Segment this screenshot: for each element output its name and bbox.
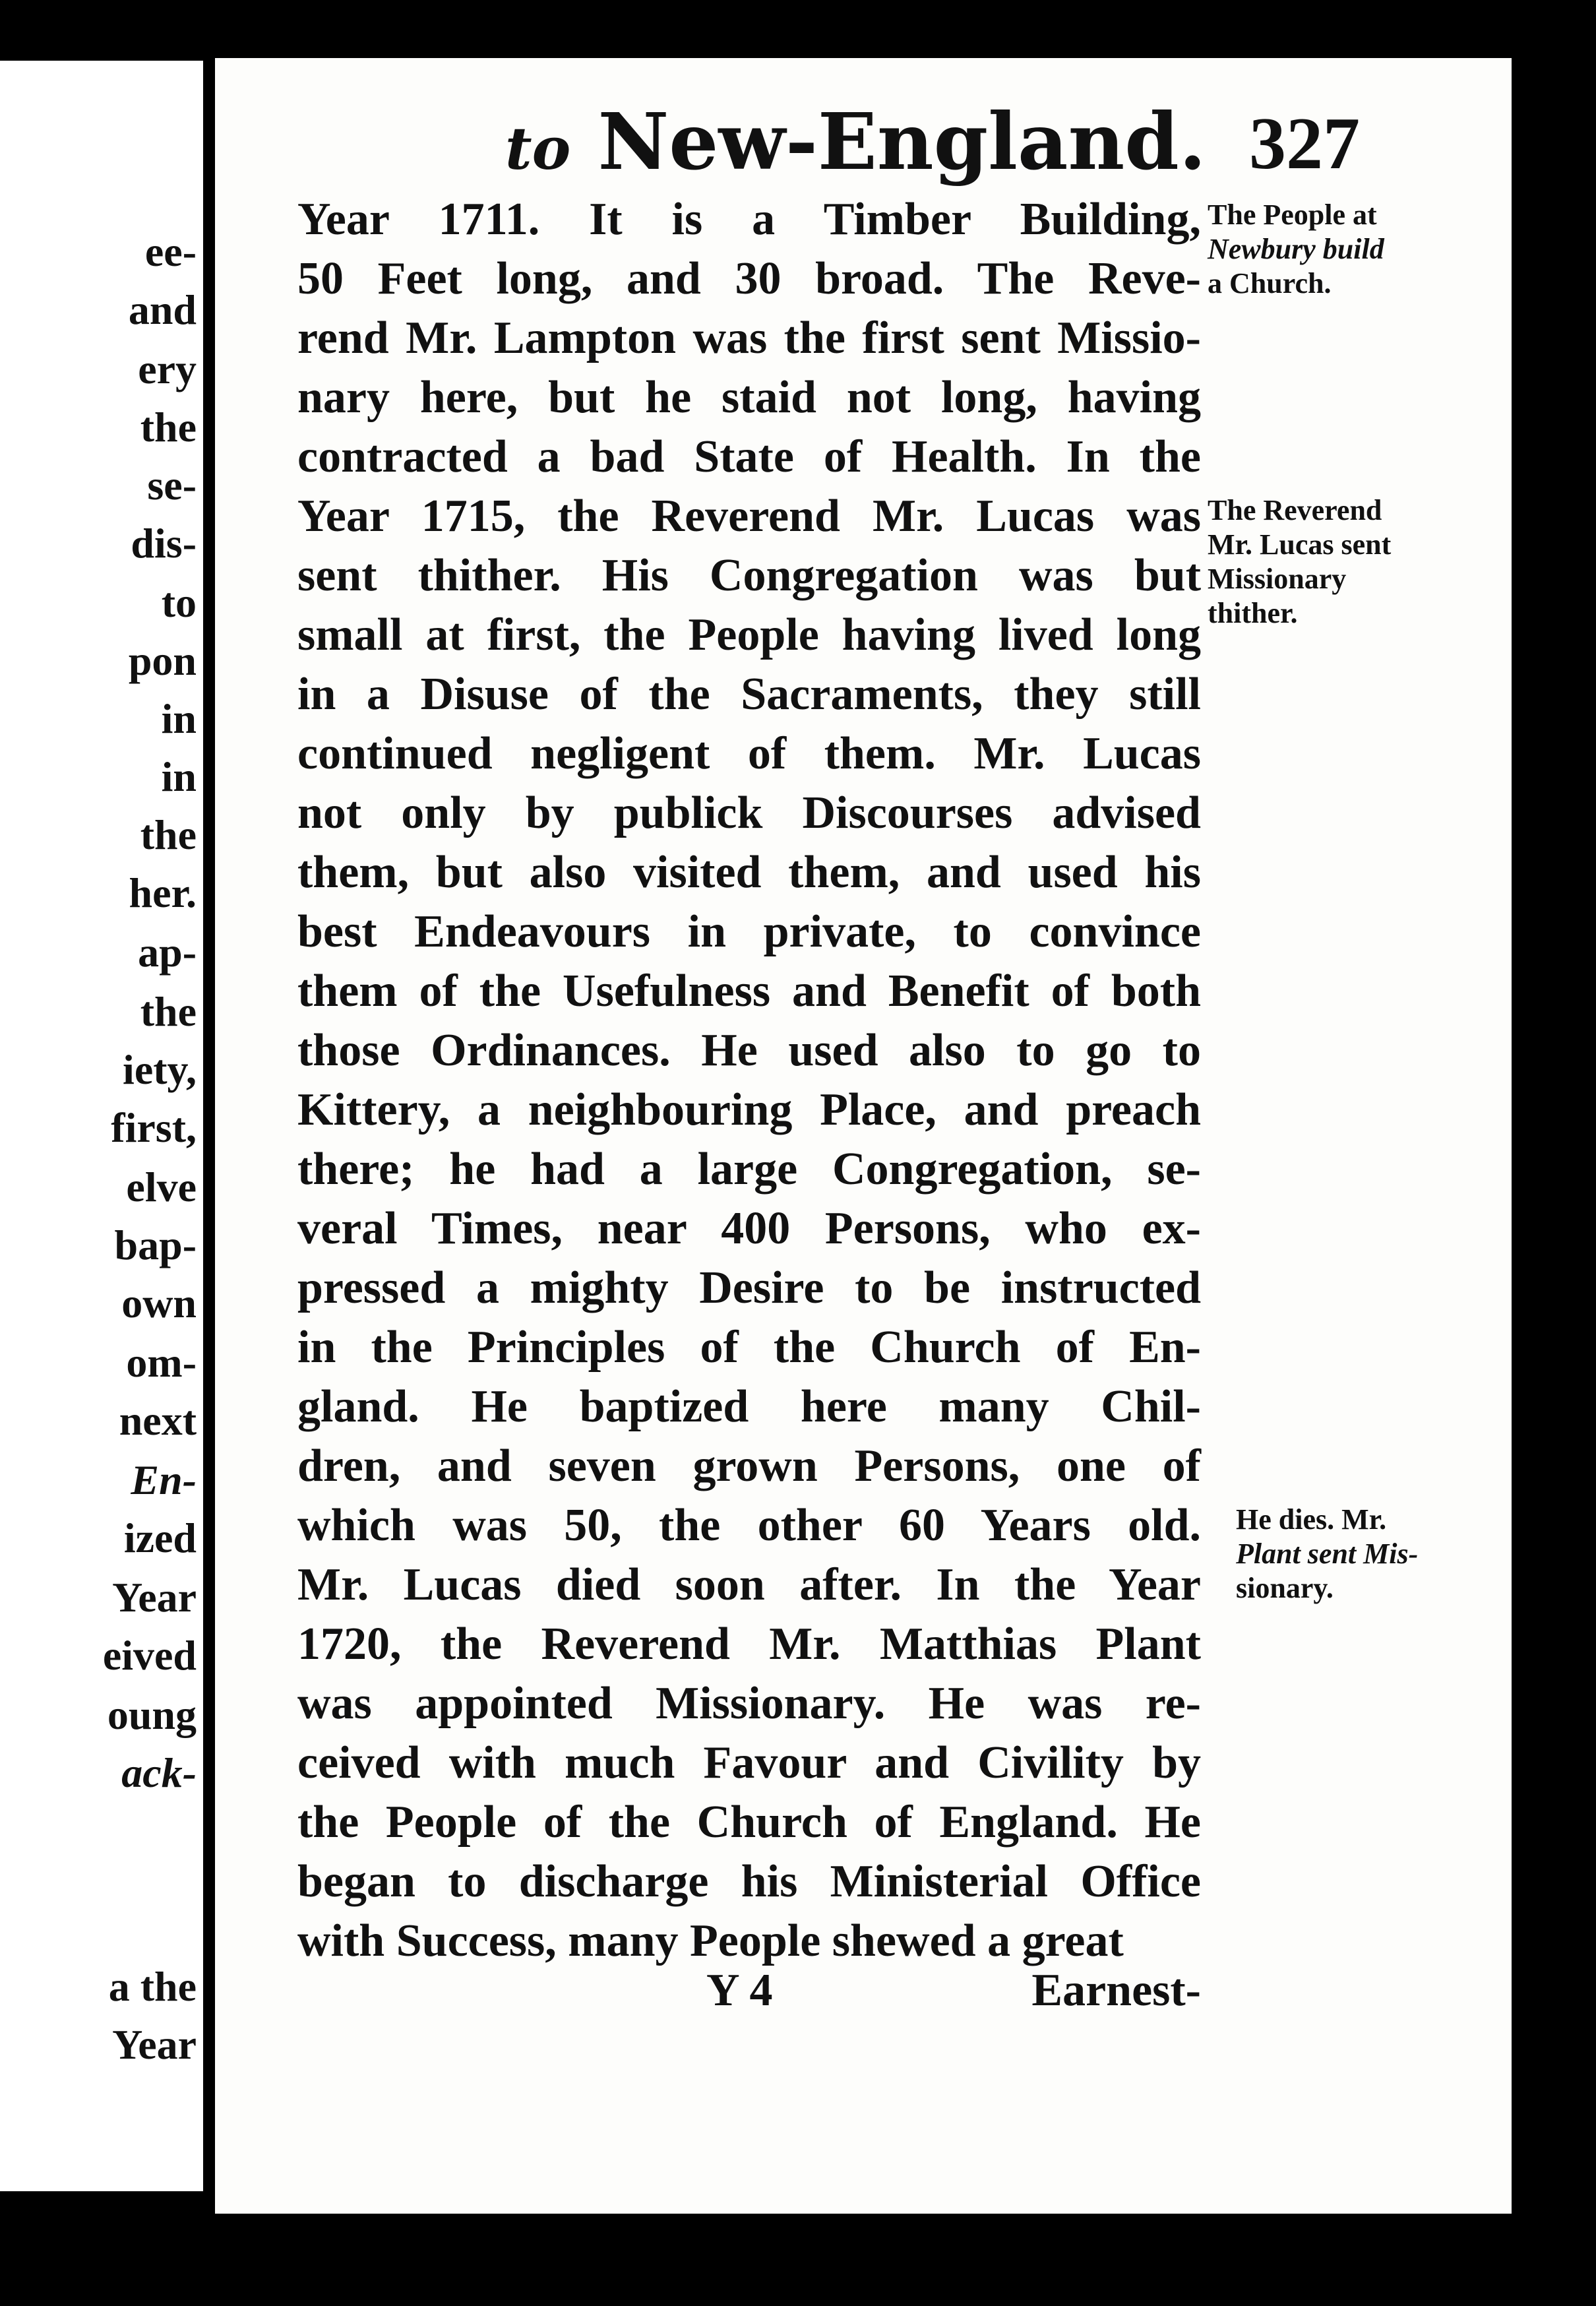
facing-page-line: dis- (131, 520, 197, 567)
margin-note-line: sionary. (1236, 1572, 1334, 1604)
margin-note (1208, 198, 1425, 301)
facing-page-line: elve (126, 1164, 197, 1210)
facing-page-line: bap- (114, 1222, 197, 1268)
facing-page-line: ee- (144, 228, 197, 275)
running-head (505, 96, 1206, 191)
facing-page-line: En- (131, 1456, 197, 1503)
signature-mark: Y 4 (706, 1965, 773, 2016)
text-line: them of the Usefulness and Benefit of both (297, 966, 1201, 1016)
text-line: rend Mr. Lampton was the first sent Missio- (297, 313, 1201, 363)
text-line: in the Principles of the Church of En- (297, 1322, 1201, 1373)
book-page (215, 58, 1512, 2214)
facing-page-line: to (161, 579, 197, 626)
margin-note-line: Newbury build (1208, 233, 1384, 265)
facing-page-line: Year (112, 1574, 197, 1621)
margin-note-line: The Reverend (1208, 494, 1382, 526)
text-line: Year 1711. It is a Timber Building, (297, 194, 1201, 245)
facing-page-line: own (121, 1280, 197, 1326)
facing-page-line: the (140, 988, 197, 1035)
facing-page-line: pon (128, 637, 197, 684)
margin-note-line: a Church. (1208, 267, 1332, 299)
text-line: which was 50, the other 60 Years old. (297, 1500, 1201, 1551)
margin-note-line: thither. (1208, 597, 1298, 629)
facing-page-line: in (161, 753, 197, 800)
margin-note-line: Mr. Lucas sent (1208, 528, 1392, 561)
text-line: 50 Feet long, and 30 broad. The Reve- (297, 253, 1201, 304)
text-line: was appointed Missionary. He was re- (297, 1678, 1201, 1729)
margin-note-line: The People at (1208, 199, 1377, 231)
text-line: the People of the Church of England. He (297, 1797, 1201, 1848)
text-line: Mr. Lucas died soon after. In the Year (297, 1559, 1201, 1610)
margin-note-line: Plant sent Mis- (1236, 1538, 1419, 1570)
text-line: them, but also visited them, and used his (297, 847, 1201, 898)
facing-page-line: a the (108, 1963, 197, 2010)
facing-page-line: om- (126, 1339, 197, 1386)
facing-page-line: the (140, 811, 197, 858)
facing-page-line: se- (147, 462, 197, 509)
text-line: gland. He baptized here many Chil- (297, 1381, 1201, 1432)
facing-page-line: and (128, 286, 197, 333)
text-line: small at first, the People having lived long (297, 609, 1201, 660)
facing-page-line: oung (107, 1691, 197, 1738)
page-number: 327 (1249, 103, 1360, 185)
margin-note (1236, 1503, 1454, 1605)
text-line: Year 1715, the Reverend Mr. Lucas was (297, 491, 1201, 542)
catchword: Earnest- (1031, 1965, 1201, 2016)
text-line: dren, and seven grown Persons, one of (297, 1441, 1201, 1491)
running-head-title: New-England. (598, 96, 1206, 187)
text-line: those Ordinances. He used also to go to (297, 1025, 1201, 1076)
text-line: best Endeavours in private, to convince (297, 906, 1201, 957)
facing-page-line: eived (102, 1632, 197, 1679)
facing-page-line: the (140, 404, 197, 451)
text-line: sent thither. His Congregation was but (297, 550, 1201, 601)
text-line: 1720, the Reverend Mr. Matthias Plant (297, 1619, 1201, 1669)
text-line: veral Times, near 400 Persons, who ex- (297, 1203, 1201, 1254)
text-line: ceived with much Favour and Civility by (297, 1737, 1201, 1788)
page-footer (297, 1958, 1201, 2024)
facing-page-line: first, (111, 1104, 197, 1151)
facing-page-line: Year (112, 2021, 197, 2068)
margin-note (1208, 493, 1425, 631)
text-line: continued negligent of them. Mr. Lucas (297, 728, 1201, 779)
running-head-prefix: to (505, 114, 571, 183)
margin-note-line: Missionary (1208, 563, 1347, 595)
facing-page-line: her. (129, 869, 197, 916)
margin-note-line: He dies. Mr. (1236, 1503, 1387, 1536)
facing-page-fragment (0, 61, 203, 2191)
text-line: with Success, many People shewed a great (297, 1916, 1124, 1966)
body-text (297, 190, 1201, 1971)
facing-page-line: ized (123, 1514, 197, 1561)
text-line: contracted a bad State of Health. In the (297, 431, 1201, 482)
text-line: in a Disuse of the Sacraments, they still (297, 669, 1201, 720)
facing-page-line: ack- (121, 1749, 197, 1796)
facing-page-line: ery (138, 346, 197, 392)
facing-page-line: in (161, 695, 197, 742)
text-line: began to discharge his Ministerial Office (297, 1856, 1201, 1907)
text-line: nary here, but he staid not long, having (297, 372, 1201, 423)
facing-page-line: ap- (138, 929, 197, 976)
facing-page-line: next (119, 1397, 197, 1444)
facing-page-line: iety, (123, 1046, 197, 1093)
text-line: Kittery, a neighbouring Place, and preach (297, 1084, 1201, 1135)
text-line: pressed a mighty Desire to be instructed (297, 1262, 1201, 1313)
text-line: there; he had a large Congregation, se- (297, 1144, 1201, 1195)
text-line: not only by publick Discourses advised (297, 788, 1201, 838)
